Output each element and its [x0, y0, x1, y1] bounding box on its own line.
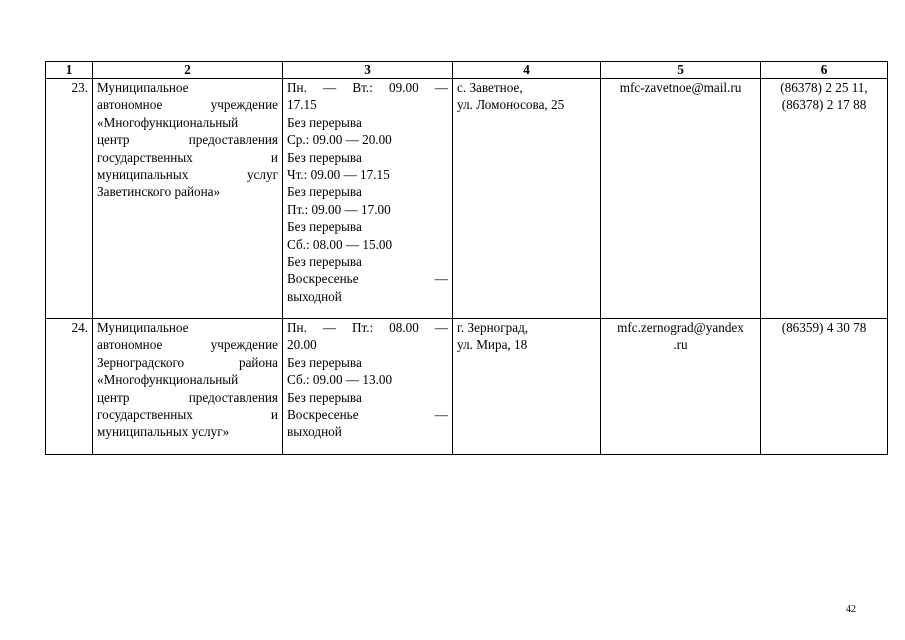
text-line: Пн. — Вт.: 09.00 —: [287, 80, 448, 95]
text-line: ул. Мира, 18: [457, 337, 528, 353]
column-header-3: 3: [283, 62, 453, 79]
text-line: государственных и: [97, 407, 278, 423]
phone-number: [761, 79, 888, 319]
text-line: Пн. — Пт.: 08.00 —: [287, 320, 448, 335]
text-line: Сб.: 08.00 — 15.00: [287, 236, 393, 252]
phone-number: [761, 319, 888, 455]
text-line: государственных и: [97, 149, 278, 165]
text-line: 17.15: [287, 97, 317, 113]
page-number: 42: [846, 604, 856, 615]
institution-name: [93, 79, 283, 319]
text-line: mfc-zavetnoe@mail.ru: [619, 80, 742, 95]
text-line: муниципальных услуг»: [97, 424, 230, 440]
text-line: «Многофункциональный: [97, 114, 239, 130]
header-row: [46, 62, 888, 79]
text-line: г. Зерноград,: [457, 320, 529, 335]
text-line: Воскресенье —: [287, 271, 448, 287]
table-row: [46, 79, 888, 319]
text-line: Пт.: 09.00 — 17.00: [287, 201, 391, 217]
text-line: Без перерыва: [287, 184, 362, 200]
mfc-table: [45, 61, 888, 455]
text-line: выходной: [287, 424, 342, 440]
email-address: [601, 319, 761, 455]
text-line: с. Заветное,: [457, 80, 523, 95]
text-line: центр предоставления: [97, 389, 278, 405]
text-line: центр предоставления: [97, 132, 278, 148]
column-header-1: 1: [46, 62, 93, 79]
text-line: Без перерыва: [287, 254, 362, 270]
text-line: Ср.: 09.00 — 20.00: [287, 132, 392, 148]
text-line: муниципальных услуг: [97, 167, 278, 183]
text-line: Без перерыва: [287, 389, 362, 405]
text-line: Без перерыва: [287, 149, 362, 165]
text-line: (86378) 2 25 11,: [780, 80, 868, 95]
column-header-2: 2: [93, 62, 283, 79]
email-address: [601, 79, 761, 319]
text-line: Чт.: 09.00 — 17.15: [287, 167, 390, 183]
column-header-6: 6: [761, 62, 888, 79]
text-line: «Многофункциональный: [97, 372, 239, 388]
text-line: Без перерыва: [287, 354, 362, 370]
text-line: Сб.: 09.00 — 13.00: [287, 372, 393, 388]
text-line: 20.00: [287, 337, 317, 353]
text-line: Без перерыва: [287, 114, 362, 130]
text-line: Воскресенье —: [287, 407, 448, 423]
text-line: .ru: [673, 337, 688, 353]
row-number: 24.: [46, 319, 93, 455]
text-line: выходной: [287, 288, 342, 304]
address: [453, 319, 601, 455]
column-header-5: 5: [601, 62, 761, 79]
text-line: mfc.zernograd@yandex: [617, 320, 744, 335]
text-line: Без перерыва: [287, 219, 362, 235]
text-line: Заветинского района»: [97, 184, 221, 200]
work-schedule: [283, 79, 453, 319]
text-line: (86378) 2 17 88: [781, 97, 867, 113]
address: [453, 79, 601, 319]
row-number: 23.: [46, 79, 93, 319]
table-row: [46, 319, 888, 455]
institution-name: [93, 319, 283, 455]
text-line: ул. Ломоносова, 25: [457, 97, 565, 113]
text-line: Зерноградского района: [97, 354, 278, 370]
work-schedule: [283, 319, 453, 455]
text-line: автономное учреждение: [97, 337, 278, 353]
text-line: (86359) 4 30 78: [781, 320, 867, 335]
text-line: Муниципальное: [97, 320, 189, 335]
column-header-4: 4: [453, 62, 601, 79]
text-line: автономное учреждение: [97, 97, 278, 113]
text-line: Муниципальное: [97, 80, 189, 95]
